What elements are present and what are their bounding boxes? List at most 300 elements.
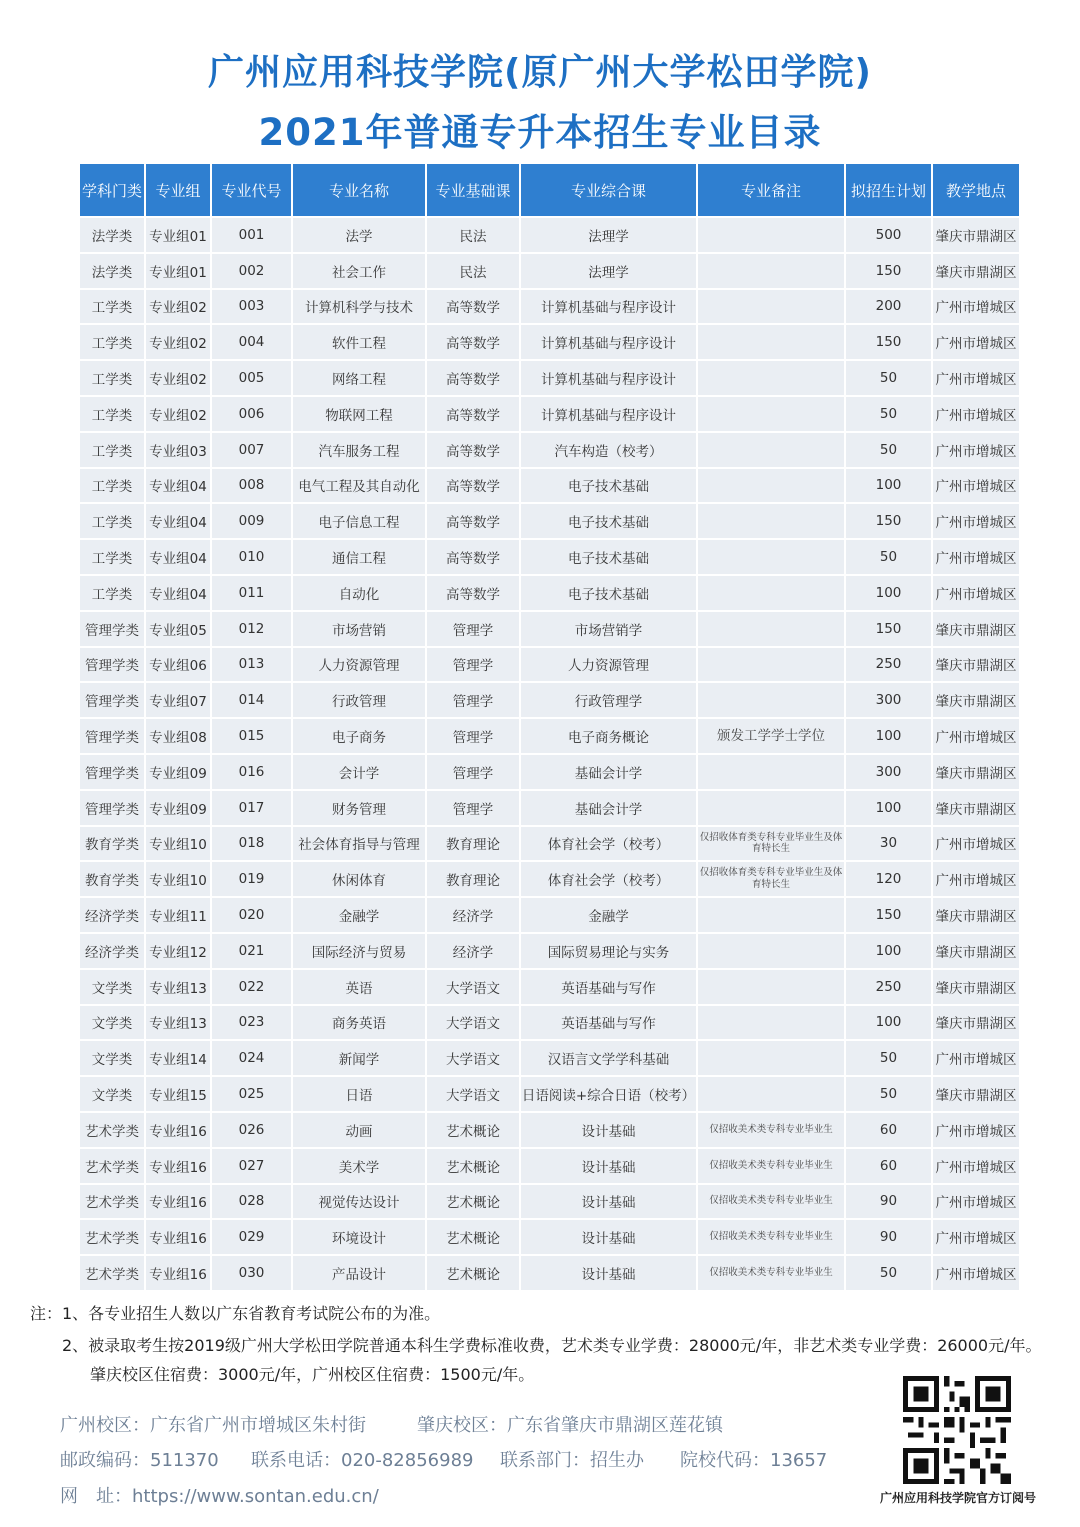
code-cell: 011 — [211, 575, 292, 611]
group-cell: 专业组09 — [145, 754, 211, 790]
base-course-cell: 艺术概论 — [426, 1219, 520, 1255]
discipline-cell: 文学类 — [79, 1040, 145, 1076]
enrollment-plan-cell: 50 — [845, 396, 932, 432]
header-cell: 教学地点 — [932, 163, 1020, 217]
code-cell: 008 — [211, 468, 292, 504]
code-cell: 025 — [211, 1076, 292, 1112]
enrollment-plan-cell: 100 — [845, 790, 932, 826]
group-cell: 专业组04 — [145, 503, 211, 539]
group-cell: 专业组08 — [145, 718, 211, 754]
group-cell: 专业组16 — [145, 1112, 211, 1148]
discipline-cell: 工学类 — [79, 432, 145, 468]
discipline-cell: 艺术学类 — [79, 1148, 145, 1184]
remark-cell — [697, 503, 845, 539]
contact-phone: 联系电话：020-82856989 — [251, 1450, 474, 1471]
group-cell: 专业组15 — [145, 1076, 211, 1112]
enrollment-plan-cell: 100 — [845, 933, 932, 969]
code-cell: 026 — [211, 1112, 292, 1148]
remark-cell — [697, 1076, 845, 1112]
base-course-cell: 高等数学 — [426, 503, 520, 539]
comprehensive-course-cell: 电子技术基础 — [520, 468, 697, 504]
table-row — [79, 1219, 1020, 1255]
remark-cell: 仅招收美术类专科专业毕业生 — [697, 1148, 845, 1184]
discipline-cell: 管理学类 — [79, 790, 145, 826]
code-cell: 019 — [211, 861, 292, 897]
base-course-cell: 艺术概论 — [426, 1255, 520, 1291]
location-cell: 广州市增城区 — [932, 539, 1020, 575]
base-course-cell: 艺术概论 — [426, 1148, 520, 1184]
remark-cell — [697, 611, 845, 647]
comprehensive-course-cell: 基础会计学 — [520, 790, 697, 826]
discipline-cell: 工学类 — [79, 324, 145, 360]
major-name-cell: 行政管理 — [292, 682, 426, 718]
header-cell: 专业综合课 — [520, 163, 697, 217]
major-name-cell: 通信工程 — [292, 539, 426, 575]
discipline-cell: 文学类 — [79, 969, 145, 1005]
comprehensive-course-cell: 英语基础与写作 — [520, 1005, 697, 1041]
base-course-cell: 管理学 — [426, 718, 520, 754]
discipline-cell: 法学类 — [79, 217, 145, 253]
table-body — [79, 217, 1020, 1291]
base-course-cell: 管理学 — [426, 754, 520, 790]
major-name-cell: 网络工程 — [292, 360, 426, 396]
major-name-cell: 电子商务 — [292, 718, 426, 754]
base-course-cell: 管理学 — [426, 682, 520, 718]
comprehensive-course-cell: 设计基础 — [520, 1255, 697, 1291]
code-cell: 004 — [211, 324, 292, 360]
comprehensive-course-cell: 电子技术基础 — [520, 539, 697, 575]
location-cell: 肇庆市鼎湖区 — [932, 682, 1020, 718]
code-cell: 012 — [211, 611, 292, 647]
location-cell: 肇庆市鼎湖区 — [932, 969, 1020, 1005]
zhaoqing-campus-address: 肇庆校区：广东省肇庆市鼎湖区莲花镇 — [417, 1415, 723, 1436]
discipline-cell: 艺术学类 — [79, 1112, 145, 1148]
base-course-cell: 艺术概论 — [426, 1184, 520, 1220]
major-name-cell: 社会体育指导与管理 — [292, 826, 426, 862]
location-cell: 广州市增城区 — [932, 575, 1020, 611]
remark-cell — [697, 432, 845, 468]
table-row — [79, 933, 1020, 969]
table-row — [79, 1040, 1020, 1076]
discipline-cell: 艺术学类 — [79, 1184, 145, 1220]
major-name-cell: 金融学 — [292, 897, 426, 933]
code-cell: 023 — [211, 1005, 292, 1041]
location-cell: 肇庆市鼎湖区 — [932, 1076, 1020, 1112]
comprehensive-course-cell: 电子技术基础 — [520, 503, 697, 539]
location-cell: 广州市增城区 — [932, 289, 1020, 325]
table-row — [79, 790, 1020, 826]
enrollment-plan-cell: 100 — [845, 718, 932, 754]
note-line-2: 2、被录取考生按2019级广州大学松田学院普通本科生学费标准收费，艺术类专业学费：28000元/年，非艺术类专业学费：26000元/年。 — [62, 1336, 1042, 1355]
remark-cell: 仅招收美术类专科专业毕业生 — [697, 1219, 845, 1255]
location-cell: 肇庆市鼎湖区 — [932, 754, 1020, 790]
enrollment-plan-cell: 300 — [845, 754, 932, 790]
location-cell: 广州市增城区 — [932, 1255, 1020, 1291]
header-cell: 专业名称 — [292, 163, 426, 217]
header-cell: 专业代号 — [211, 163, 292, 217]
comprehensive-course-cell: 法理学 — [520, 217, 697, 253]
code-cell: 027 — [211, 1148, 292, 1184]
header-cell: 专业备注 — [697, 163, 845, 217]
major-name-cell: 产品设计 — [292, 1255, 426, 1291]
location-cell: 肇庆市鼎湖区 — [932, 897, 1020, 933]
major-name-cell: 商务英语 — [292, 1005, 426, 1041]
discipline-cell: 管理学类 — [79, 754, 145, 790]
comprehensive-course-cell: 电子技术基础 — [520, 575, 697, 611]
comprehensive-course-cell: 计算机基础与程序设计 — [520, 360, 697, 396]
enrollment-plan-cell: 50 — [845, 1040, 932, 1076]
comprehensive-course-cell: 基础会计学 — [520, 754, 697, 790]
discipline-cell: 艺术学类 — [79, 1219, 145, 1255]
enrollment-plan-cell: 150 — [845, 503, 932, 539]
enrollment-plan-cell: 50 — [845, 539, 932, 575]
table-row — [79, 217, 1020, 253]
table-row — [79, 324, 1020, 360]
base-course-cell: 高等数学 — [426, 396, 520, 432]
remark-cell — [697, 396, 845, 432]
major-name-cell: 计算机科学与技术 — [292, 289, 426, 325]
group-cell: 专业组03 — [145, 432, 211, 468]
enrollment-plan-cell: 100 — [845, 1005, 932, 1041]
contact-department: 联系部门：招生办 — [500, 1450, 644, 1471]
base-course-cell: 高等数学 — [426, 324, 520, 360]
school-code: 院校代码：13657 — [680, 1450, 828, 1471]
major-catalog-table — [78, 162, 1021, 1292]
discipline-cell: 工学类 — [79, 468, 145, 504]
discipline-cell: 文学类 — [79, 1076, 145, 1112]
code-cell: 028 — [211, 1184, 292, 1220]
major-name-cell: 自动化 — [292, 575, 426, 611]
base-course-cell: 民法 — [426, 253, 520, 289]
group-cell: 专业组10 — [145, 861, 211, 897]
location-cell: 广州市增城区 — [932, 826, 1020, 862]
base-course-cell: 教育理论 — [426, 861, 520, 897]
discipline-cell: 管理学类 — [79, 611, 145, 647]
remark-cell — [697, 933, 845, 969]
remark-cell: 颁发工学学士学位 — [697, 718, 845, 754]
table-row — [79, 468, 1020, 504]
discipline-cell: 工学类 — [79, 289, 145, 325]
major-name-cell: 休闲体育 — [292, 861, 426, 897]
location-cell: 广州市增城区 — [932, 1112, 1020, 1148]
base-course-cell: 大学语文 — [426, 969, 520, 1005]
group-cell: 专业组07 — [145, 682, 211, 718]
location-cell: 肇庆市鼎湖区 — [932, 933, 1020, 969]
enrollment-plan-cell: 300 — [845, 682, 932, 718]
base-course-cell: 大学语文 — [426, 1076, 520, 1112]
code-cell: 013 — [211, 647, 292, 683]
group-cell: 专业组16 — [145, 1148, 211, 1184]
table-header-row — [79, 163, 1020, 217]
discipline-cell: 管理学类 — [79, 718, 145, 754]
enrollment-plan-cell: 120 — [845, 861, 932, 897]
location-cell: 广州市增城区 — [932, 1184, 1020, 1220]
header-cell: 拟招生计划 — [845, 163, 932, 217]
base-course-cell: 民法 — [426, 217, 520, 253]
table-row — [79, 1076, 1020, 1112]
major-name-cell: 新闻学 — [292, 1040, 426, 1076]
discipline-cell: 管理学类 — [79, 682, 145, 718]
table-row — [79, 897, 1020, 933]
remark-cell — [697, 969, 845, 1005]
major-name-cell: 视觉传达设计 — [292, 1184, 426, 1220]
table-row — [79, 1184, 1020, 1220]
group-cell: 专业组13 — [145, 969, 211, 1005]
discipline-cell: 管理学类 — [79, 647, 145, 683]
code-cell: 009 — [211, 503, 292, 539]
code-cell: 010 — [211, 539, 292, 575]
major-name-cell: 国际经济与贸易 — [292, 933, 426, 969]
code-cell: 022 — [211, 969, 292, 1005]
comprehensive-course-cell: 市场营销学 — [520, 611, 697, 647]
table-row — [79, 396, 1020, 432]
base-course-cell: 管理学 — [426, 790, 520, 826]
major-name-cell: 美术学 — [292, 1148, 426, 1184]
table-row — [79, 1005, 1020, 1041]
table-row — [79, 647, 1020, 683]
enrollment-plan-cell: 30 — [845, 826, 932, 862]
discipline-cell: 工学类 — [79, 360, 145, 396]
major-name-cell: 市场营销 — [292, 611, 426, 647]
discipline-cell: 工学类 — [79, 503, 145, 539]
location-cell: 广州市增城区 — [932, 1219, 1020, 1255]
group-cell: 专业组13 — [145, 1005, 211, 1041]
base-course-cell: 大学语文 — [426, 1005, 520, 1041]
major-name-cell: 财务管理 — [292, 790, 426, 826]
major-name-cell: 动画 — [292, 1112, 426, 1148]
group-cell: 专业组04 — [145, 468, 211, 504]
code-cell: 014 — [211, 682, 292, 718]
discipline-cell: 法学类 — [79, 253, 145, 289]
location-cell: 广州市增城区 — [932, 718, 1020, 754]
location-cell: 广州市增城区 — [932, 861, 1020, 897]
discipline-cell: 经济学类 — [79, 933, 145, 969]
group-cell: 专业组01 — [145, 217, 211, 253]
group-cell: 专业组16 — [145, 1219, 211, 1255]
group-cell: 专业组12 — [145, 933, 211, 969]
major-name-cell: 社会工作 — [292, 253, 426, 289]
remark-cell — [697, 790, 845, 826]
qr-code-icon[interactable] — [903, 1376, 1011, 1484]
enrollment-plan-cell: 90 — [845, 1184, 932, 1220]
base-course-cell: 管理学 — [426, 611, 520, 647]
major-name-cell: 软件工程 — [292, 324, 426, 360]
major-name-cell: 英语 — [292, 969, 426, 1005]
table-row — [79, 611, 1020, 647]
code-cell: 006 — [211, 396, 292, 432]
table-row — [79, 360, 1020, 396]
comprehensive-course-cell: 计算机基础与程序设计 — [520, 289, 697, 325]
note-line-3: 肇庆校区住宿费：3000元/年，广州校区住宿费：1500元/年。 — [90, 1365, 535, 1384]
group-cell: 专业组02 — [145, 360, 211, 396]
postcode: 邮政编码：511370 — [60, 1450, 219, 1471]
location-cell: 肇庆市鼎湖区 — [932, 647, 1020, 683]
comprehensive-course-cell: 电子商务概论 — [520, 718, 697, 754]
table-row — [79, 826, 1020, 862]
group-cell: 专业组01 — [145, 253, 211, 289]
location-cell: 广州市增城区 — [932, 1148, 1020, 1184]
comprehensive-course-cell: 计算机基础与程序设计 — [520, 396, 697, 432]
code-cell: 001 — [211, 217, 292, 253]
code-cell: 005 — [211, 360, 292, 396]
enrollment-plan-cell: 100 — [845, 468, 932, 504]
code-cell: 030 — [211, 1255, 292, 1291]
enrollment-plan-cell: 50 — [845, 432, 932, 468]
location-cell: 广州市增城区 — [932, 503, 1020, 539]
table-row — [79, 1148, 1020, 1184]
remark-cell — [697, 575, 845, 611]
base-course-cell: 经济学 — [426, 933, 520, 969]
major-name-cell: 环境设计 — [292, 1219, 426, 1255]
remark-cell — [697, 539, 845, 575]
website-link[interactable]: 网 址：https://www.sontan.edu.cn/ — [60, 1486, 379, 1507]
enrollment-plan-cell: 250 — [845, 647, 932, 683]
location-cell: 肇庆市鼎湖区 — [932, 253, 1020, 289]
enrollment-plan-cell: 90 — [845, 1219, 932, 1255]
comprehensive-course-cell: 体育社会学（校考） — [520, 826, 697, 862]
group-cell: 专业组05 — [145, 611, 211, 647]
header-cell: 专业基础课 — [426, 163, 520, 217]
guangzhou-campus-address: 广州校区：广东省广州市增城区朱村街 — [60, 1415, 366, 1436]
major-name-cell: 会计学 — [292, 754, 426, 790]
enrollment-plan-cell: 150 — [845, 897, 932, 933]
group-cell: 专业组14 — [145, 1040, 211, 1076]
code-cell: 002 — [211, 253, 292, 289]
group-cell: 专业组11 — [145, 897, 211, 933]
table-row — [79, 432, 1020, 468]
table-row — [79, 682, 1020, 718]
location-cell: 广州市增城区 — [932, 396, 1020, 432]
enrollment-plan-cell: 500 — [845, 217, 932, 253]
page-title-line2: 2021年普通专升本招生专业目录 — [258, 111, 822, 154]
major-name-cell: 人力资源管理 — [292, 647, 426, 683]
base-course-cell: 高等数学 — [426, 575, 520, 611]
location-cell: 肇庆市鼎湖区 — [932, 1005, 1020, 1041]
major-name-cell: 物联网工程 — [292, 396, 426, 432]
comprehensive-course-cell: 汽车构造（校考） — [520, 432, 697, 468]
group-cell: 专业组02 — [145, 396, 211, 432]
code-cell: 017 — [211, 790, 292, 826]
enrollment-plan-cell: 50 — [845, 360, 932, 396]
location-cell: 肇庆市鼎湖区 — [932, 217, 1020, 253]
discipline-cell: 工学类 — [79, 539, 145, 575]
comprehensive-course-cell: 日语阅读+综合日语（校考） — [520, 1076, 697, 1112]
table-row — [79, 1112, 1020, 1148]
enrollment-plan-cell: 150 — [845, 253, 932, 289]
enrollment-plan-cell: 60 — [845, 1112, 932, 1148]
major-name-cell: 法学 — [292, 217, 426, 253]
comprehensive-course-cell: 国际贸易理论与实务 — [520, 933, 697, 969]
remark-cell — [697, 1040, 845, 1076]
major-name-cell: 电子信息工程 — [292, 503, 426, 539]
comprehensive-course-cell: 法理学 — [520, 253, 697, 289]
code-cell: 003 — [211, 289, 292, 325]
comprehensive-course-cell: 英语基础与写作 — [520, 969, 697, 1005]
base-course-cell: 高等数学 — [426, 360, 520, 396]
base-course-cell: 管理学 — [426, 647, 520, 683]
table-row — [79, 575, 1020, 611]
discipline-cell: 教育学类 — [79, 861, 145, 897]
enrollment-plan-cell: 60 — [845, 1148, 932, 1184]
table-row — [79, 861, 1020, 897]
remark-cell — [697, 1005, 845, 1041]
group-cell: 专业组09 — [145, 790, 211, 826]
comprehensive-course-cell: 人力资源管理 — [520, 647, 697, 683]
base-course-cell: 高等数学 — [426, 539, 520, 575]
discipline-cell: 教育学类 — [79, 826, 145, 862]
discipline-cell: 工学类 — [79, 575, 145, 611]
code-cell: 020 — [211, 897, 292, 933]
remark-cell — [697, 217, 845, 253]
group-cell: 专业组02 — [145, 289, 211, 325]
group-cell: 专业组02 — [145, 324, 211, 360]
major-name-cell: 电气工程及其自动化 — [292, 468, 426, 504]
location-cell: 肇庆市鼎湖区 — [932, 790, 1020, 826]
remark-cell: 仅招收美术类专科专业毕业生 — [697, 1112, 845, 1148]
comprehensive-course-cell: 设计基础 — [520, 1219, 697, 1255]
table-row — [79, 503, 1020, 539]
remark-cell — [697, 468, 845, 504]
header-cell: 学科门类 — [79, 163, 145, 217]
code-cell: 021 — [211, 933, 292, 969]
comprehensive-course-cell: 计算机基础与程序设计 — [520, 324, 697, 360]
code-cell: 018 — [211, 826, 292, 862]
enrollment-plan-cell: 50 — [845, 1255, 932, 1291]
enrollment-plan-cell: 250 — [845, 969, 932, 1005]
comprehensive-course-cell: 汉语言文学学科基础 — [520, 1040, 697, 1076]
remark-cell — [697, 897, 845, 933]
comprehensive-course-cell: 设计基础 — [520, 1112, 697, 1148]
remark-cell: 仅招收体育类专科专业毕业生及体育特长生 — [697, 826, 845, 862]
remark-cell — [697, 360, 845, 396]
enrollment-plan-cell: 100 — [845, 575, 932, 611]
group-cell: 专业组10 — [145, 826, 211, 862]
code-cell: 016 — [211, 754, 292, 790]
remark-cell — [697, 682, 845, 718]
discipline-cell: 文学类 — [79, 1005, 145, 1041]
enrollment-plan-cell: 150 — [845, 324, 932, 360]
comprehensive-course-cell: 行政管理学 — [520, 682, 697, 718]
table-row — [79, 718, 1020, 754]
remark-cell: 仅招收美术类专科专业毕业生 — [697, 1255, 845, 1291]
remark-cell — [697, 647, 845, 683]
group-cell: 专业组16 — [145, 1255, 211, 1291]
discipline-cell: 经济学类 — [79, 897, 145, 933]
remark-cell: 仅招收体育类专科专业毕业生及体育特长生 — [697, 861, 845, 897]
location-cell: 广州市增城区 — [932, 432, 1020, 468]
note-line-1: 注：1、各专业招生人数以广东省教育考试院公布的为准。 — [30, 1304, 441, 1323]
enrollment-plan-cell: 150 — [845, 611, 932, 647]
comprehensive-course-cell: 设计基础 — [520, 1184, 697, 1220]
location-cell: 广州市增城区 — [932, 324, 1020, 360]
base-course-cell: 经济学 — [426, 897, 520, 933]
remark-cell — [697, 324, 845, 360]
header-cell: 专业组 — [145, 163, 211, 217]
remark-cell — [697, 253, 845, 289]
group-cell: 专业组04 — [145, 539, 211, 575]
base-course-cell: 艺术概论 — [426, 1112, 520, 1148]
remark-cell: 仅招收美术类专科专业毕业生 — [697, 1184, 845, 1220]
base-course-cell: 高等数学 — [426, 432, 520, 468]
enrollment-plan-cell: 50 — [845, 1076, 932, 1112]
table-row — [79, 289, 1020, 325]
comprehensive-course-cell: 体育社会学（校考） — [520, 861, 697, 897]
location-cell: 广州市增城区 — [932, 468, 1020, 504]
code-cell: 007 — [211, 432, 292, 468]
group-cell: 专业组06 — [145, 647, 211, 683]
table-row — [79, 539, 1020, 575]
base-course-cell: 高等数学 — [426, 468, 520, 504]
